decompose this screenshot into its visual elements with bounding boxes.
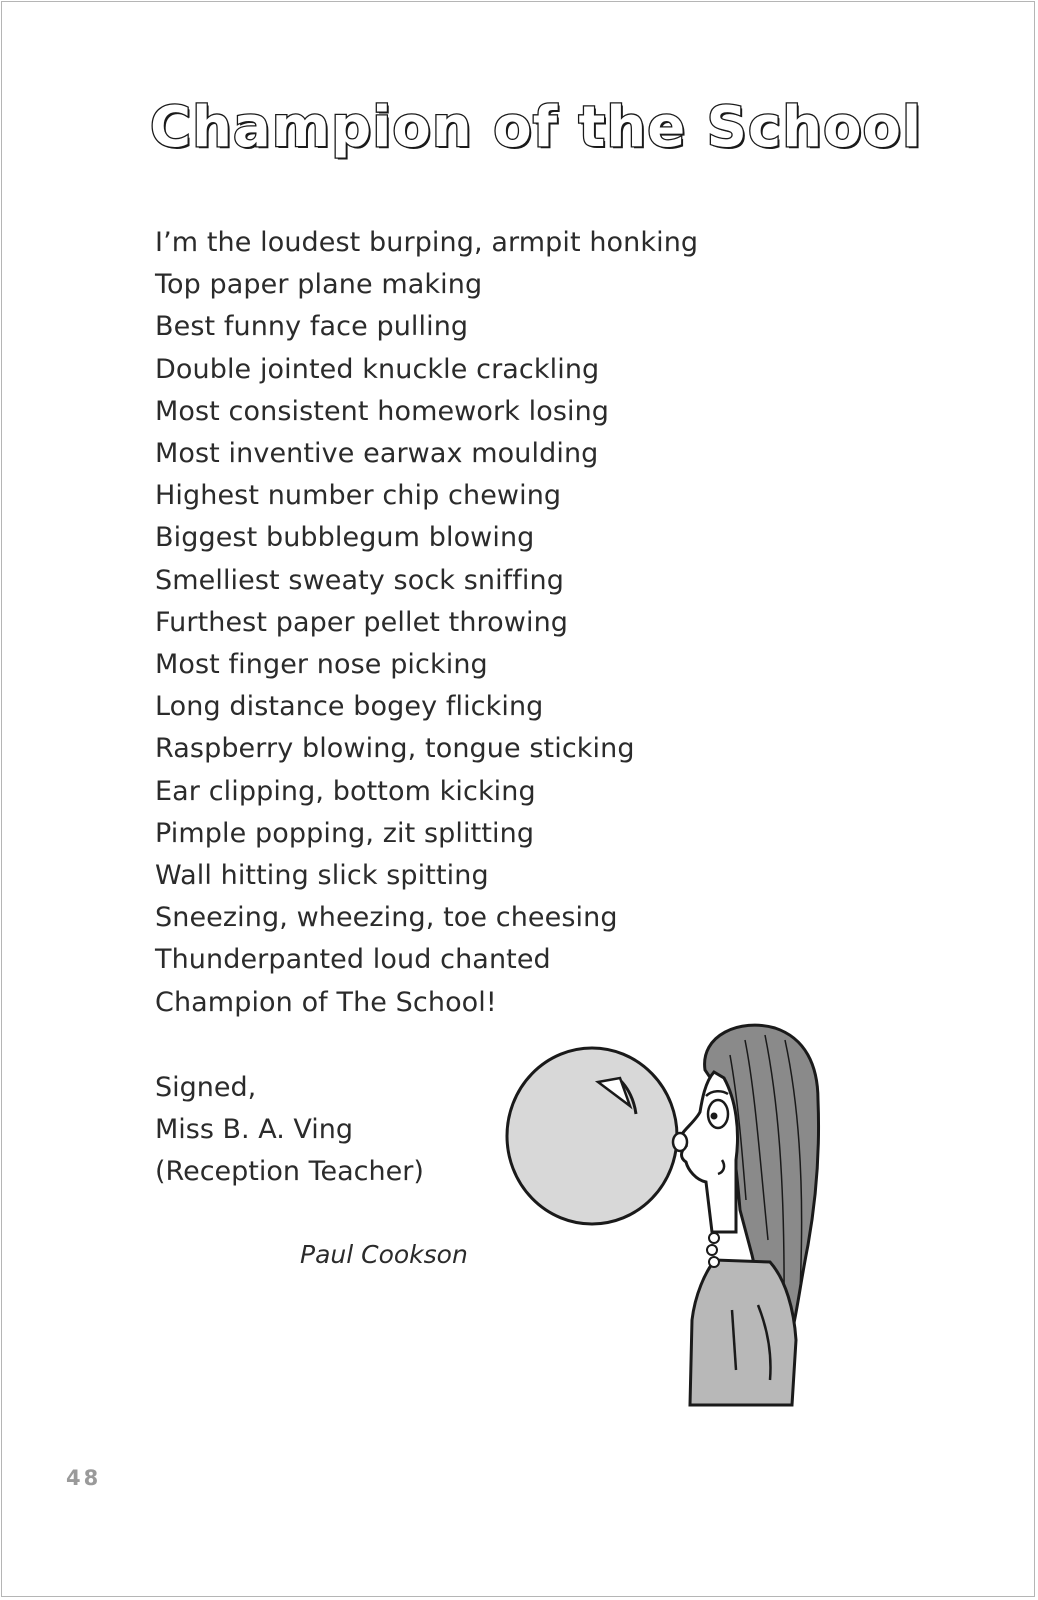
body-dress: [690, 1260, 796, 1405]
poem-line: Most finger nose picking: [155, 649, 488, 681]
signoff-role: (Reception Teacher): [155, 1156, 424, 1188]
poem-line: Best funny face pulling: [155, 311, 469, 343]
poem-line: Highest number chip chewing: [155, 480, 562, 512]
poem-line: Top paper plane making: [155, 269, 483, 301]
poem-line: Most consistent homework losing: [155, 395, 610, 427]
signoff-line: Signed,: [155, 1072, 257, 1103]
page-title: Champion of the School: [150, 95, 923, 160]
poem-line: Raspberry blowing, tongue sticking: [155, 733, 635, 765]
poem-line: Biggest bubblegum blowing: [155, 522, 535, 554]
gum-bubble: [507, 1048, 677, 1224]
poem-line: Double jointed knuckle crackling: [155, 353, 600, 385]
poem-line: Smelliest sweaty sock sniffing: [155, 564, 564, 596]
lips: [673, 1133, 687, 1151]
poem-line: Thunderpanted loud chanted: [155, 944, 551, 976]
page-number: 48: [66, 1466, 102, 1490]
poem-line: Most inventive earwax moulding: [155, 438, 599, 470]
bubblegum-girl-illustration: [500, 1010, 830, 1420]
poem-line: Champion of The School!: [155, 986, 497, 1018]
signoff-name: Miss B. A. Ving: [155, 1114, 353, 1146]
necklace: [707, 1233, 719, 1267]
poem-line: Wall hitting slick spitting: [155, 860, 489, 892]
poem-line: I’m the loudest burping, armpit honking: [155, 227, 699, 258]
signoff: [155, 1067, 424, 1194]
face: [681, 1072, 737, 1232]
poem-line: Sneezing, wheezing, toe cheesing: [155, 902, 618, 934]
poem-body: [155, 222, 698, 1024]
poem-line: Pimple popping, zit splitting: [155, 817, 535, 849]
poem-author: Paul Cookson: [300, 1240, 468, 1269]
poem-line: Long distance bogey flicking: [155, 691, 544, 723]
poem-line: Ear clipping, bottom kicking: [155, 775, 536, 807]
poem-line: Furthest paper pellet throwing: [155, 606, 569, 638]
